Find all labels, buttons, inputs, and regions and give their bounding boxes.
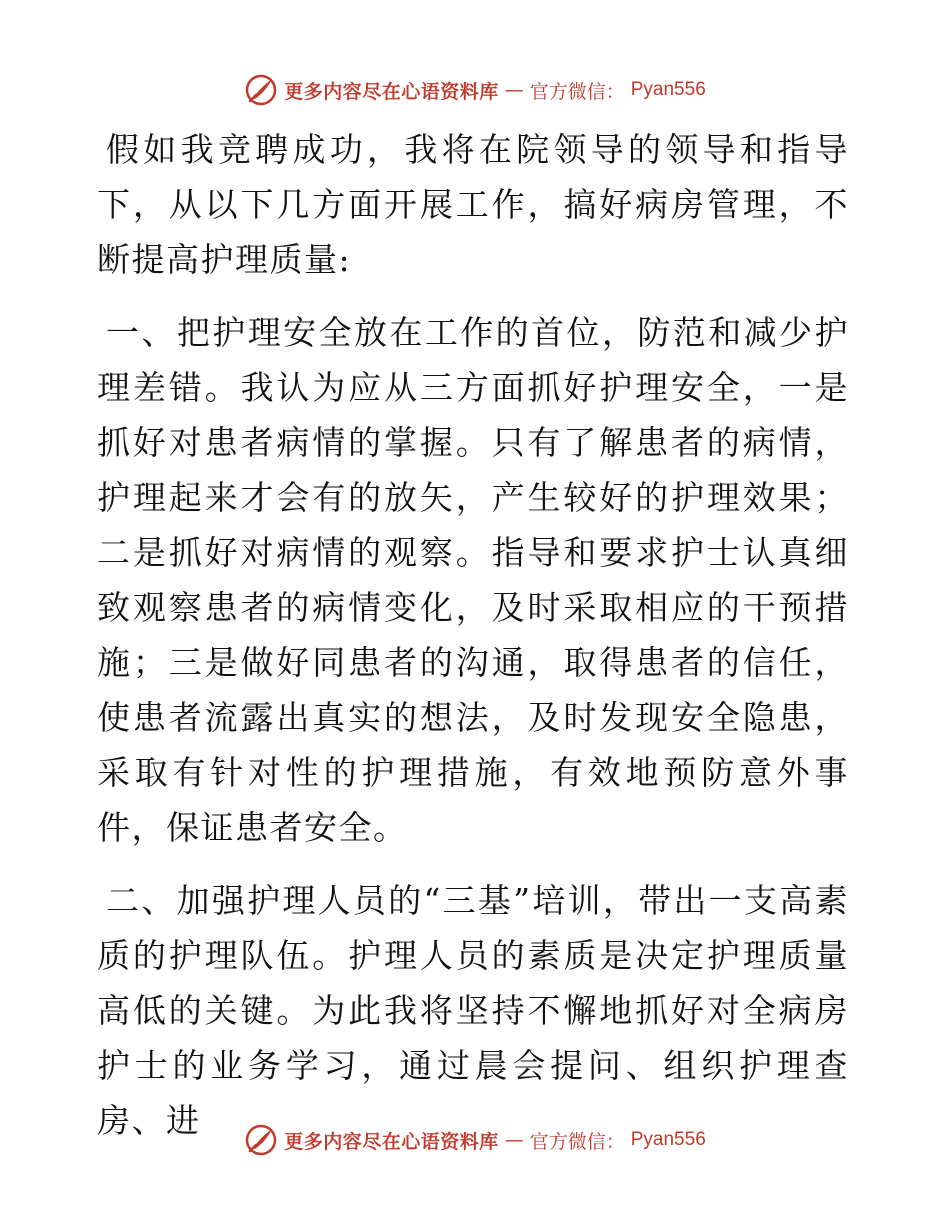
watermark-wechat-label: 官方微信： [529,1130,625,1153]
watermark-wechat-id: Pyan556 [630,79,706,100]
paragraph-section-two: 二、加强护理人员的“三基”培训，带出一支高素质的护理队伍。护理人员的素质是决定护理质量高低的关键。为此我将坚持不懈地抓好对全病房护士的业务学习，通过晨会提问、组织护理查房、进 [97,881,849,1140]
watermark-site-text: 更多内容尽在心语资料库 [284,80,499,103]
watermark-wechat-id: Pyan556 [630,1129,706,1150]
watermark-site-text: 更多内容尽在心语资料库 [284,1130,499,1153]
feather-seal-icon [244,1123,278,1157]
document-body [97,122,849,1166]
watermark-separator: — [504,79,524,101]
watermark-wechat-label: 官方微信： [529,80,625,103]
header-watermark [0,70,950,110]
paragraph-intro: 假如我竞聘成功，我将在院领导的领导和指导下，从以下几方面开展工作，搞好病房管理，不断提高护理质量: [97,130,849,279]
feather-seal-icon [244,73,278,107]
paragraph-section-one: 一、把护理安全放在工作的首位，防范和减少护理差错。我认为应从三方面抓好护理安全，一是抓好对患者病情的掌握。只有了解患者的病情，护理起来才会有的放矢，产生较好的护理效果；二是抓好对病情的观察。指导和要求护士认真细致观察患者的病情变化，及时采取相应的干预措施；三是做好同患者的沟通，取得患者的信任，使患者流露出真实的想法，及时发现安全隐患，采取有针对性的护理措施，有效地预防意外事件，保证患者安全。 [97,313,849,847]
watermark-separator: — [504,1129,524,1151]
footer-watermark [0,1120,950,1160]
